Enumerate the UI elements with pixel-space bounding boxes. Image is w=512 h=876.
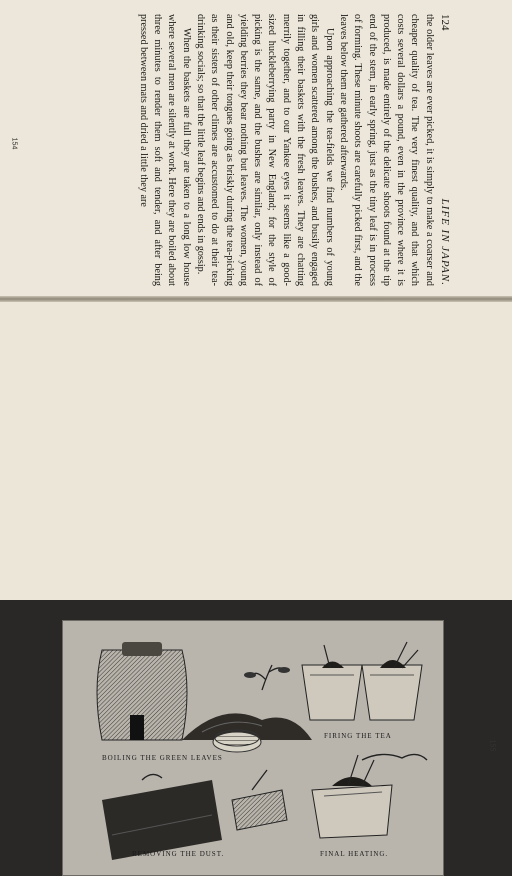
tea-processing-engraving (62, 620, 444, 876)
running-title: LIFE IN JAPAN. (439, 198, 451, 286)
caption-boiling: BOILING THE GREEN LEAVES (102, 754, 223, 762)
firing-scene (302, 642, 422, 720)
text-block (137, 14, 452, 286)
right-page (0, 302, 512, 858)
caption-removing: REMOVING THE DUST. (132, 850, 225, 858)
caption-final: FINAL HEATING. (320, 850, 389, 858)
left-page (0, 0, 512, 298)
removing-dust-scene (102, 770, 287, 860)
folio-left: 154 (10, 137, 18, 150)
boiling-scene (97, 642, 312, 752)
illustration-plate (62, 620, 444, 876)
paragraph: When the baskets are full they are taken to a long low house where several men are silently at work. Here they are boiled about three minutes to render them soft and tender, and after being pressed between mats and dried a little they are (137, 14, 192, 286)
final-heating-scene (312, 754, 427, 838)
page-number: 124 (439, 14, 451, 31)
running-head (438, 14, 452, 286)
paragraph: the older leaves are ever picked, it is simply to make a coarser and cheaper quality of tea. The very finest quality, and that which costs several dollars a pound, even in the province where it is produced, is made entirely of the delicate shoots found at the tip end of the stem, in early spring, just as the tiny leaf is in process of forming. These minute shoots are carefully picked first, and the leaves below them are gathered afterwards. (337, 14, 435, 286)
folio-right: 155 (488, 739, 496, 752)
caption-firing: FIRING THE TEA (324, 732, 392, 740)
paragraph: Upon approaching the tea-fields we find numbers of young girls and women scattered among the bushes, and busily engaged in filling their baskets with the fresh leaves. They are chatting merrily together, and to our Yankee eyes it seems like a good-sized huckleberrying party in New England; for the style of picking is the same, and the bushes are similar, only instead of yielding berries they bear nothing but leaves. The women, young and old, keep their tongues going as briskly during the tea-picking as their sisters of other climes are accustomed to do at their tea-drinking socials; so that the little leaf begins and ends in gossip. (194, 14, 335, 286)
